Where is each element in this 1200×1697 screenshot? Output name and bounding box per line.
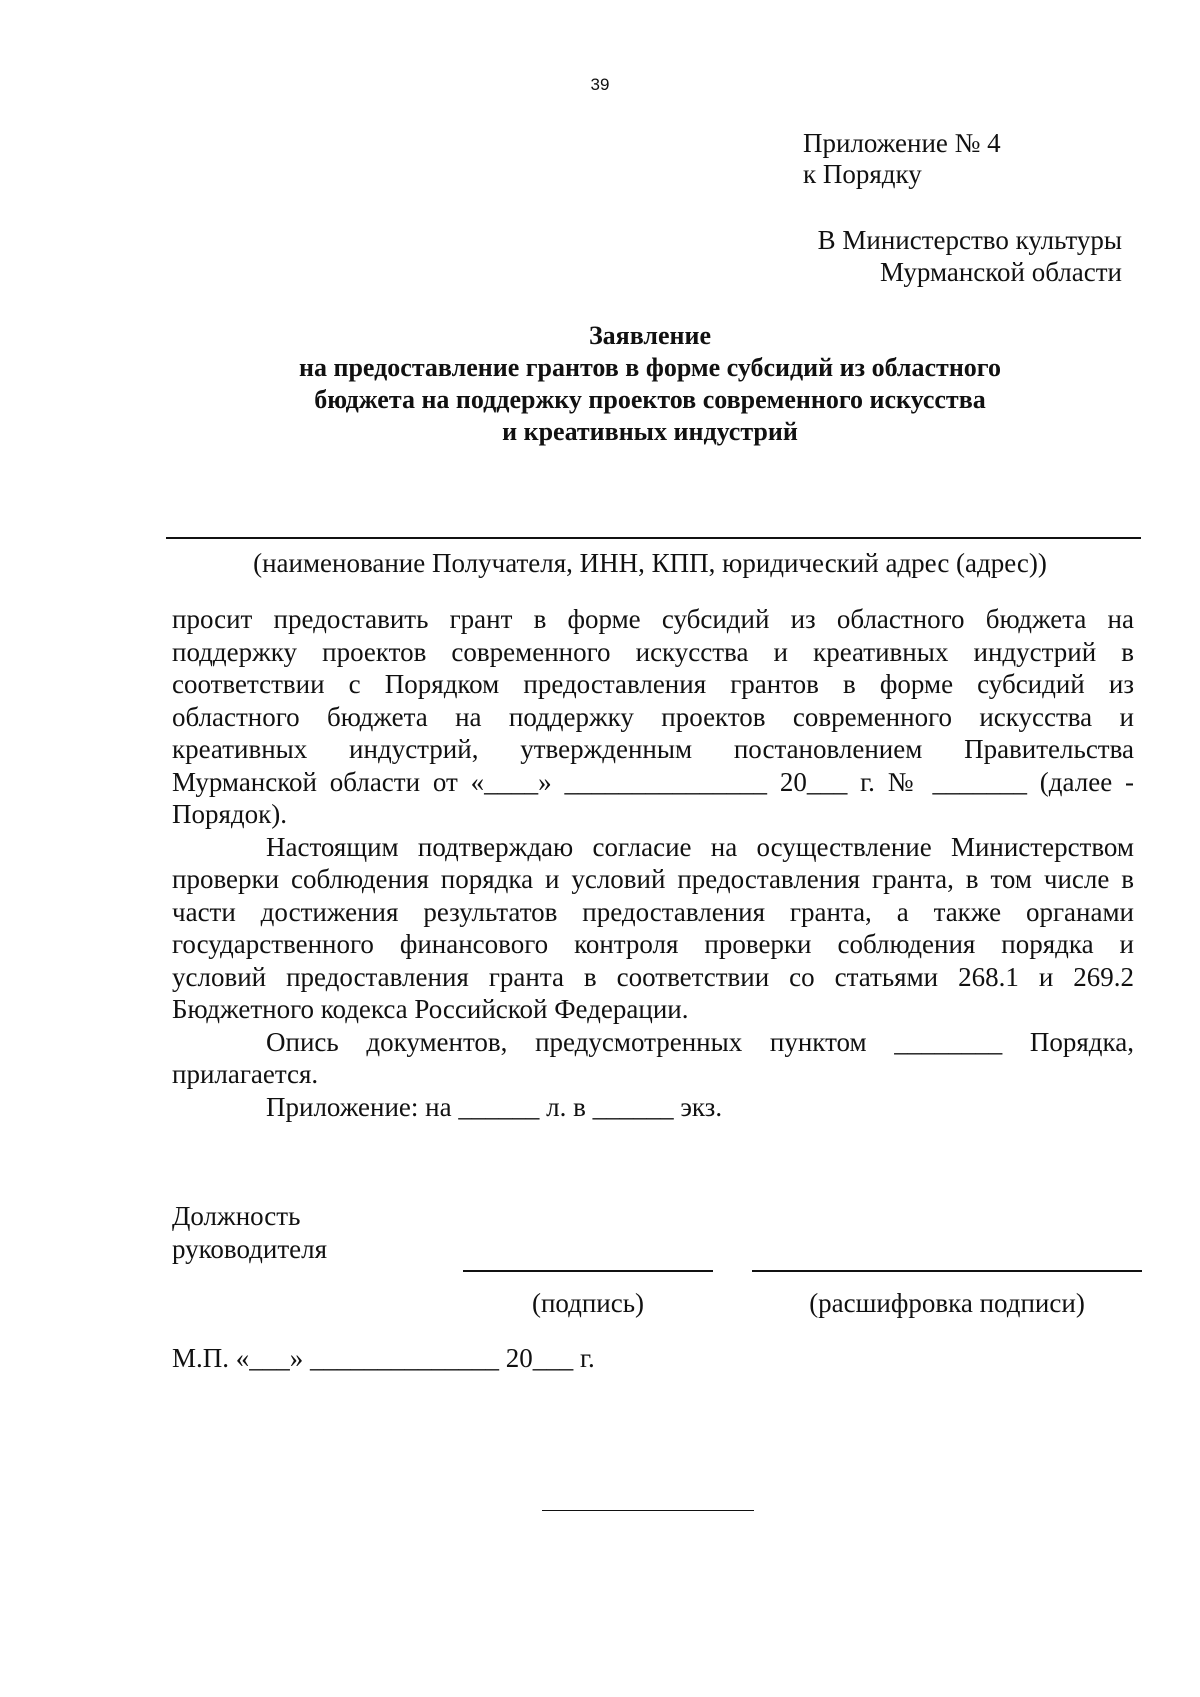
body-line: креативных индустрий, утвержденным постановлением Правительства	[172, 734, 1134, 764]
body-line: поддержку проектов современного искусства и креативных индустрий в	[172, 636, 1134, 667]
body-line: Настоящим подтверждаю согласие на осуществление Министерством	[266, 831, 1134, 862]
body-line: государственного финансового контроля проверки соблюдения порядка и	[172, 929, 1134, 959]
position-title	[172, 1200, 327, 1266]
body-line: условий предоставления гранта в соответствии со статьями 268.1 и 269.2	[172, 961, 1134, 992]
document-title	[180, 320, 1120, 448]
signature-decoding-line	[752, 1270, 1142, 1272]
title-line-3: бюджета на поддержку проектов современного искусства	[314, 385, 986, 414]
appendix-note	[803, 128, 1001, 190]
stamp-date-line: М.П. «___» ______________ 20___ г.	[172, 1343, 595, 1373]
end-separator	[542, 1510, 754, 1511]
body-line: Опись документов, предусмотренных пунктом ________ Порядка,	[266, 1026, 1134, 1057]
signature-line	[463, 1270, 713, 1272]
recipient-name-line	[166, 537, 1141, 539]
position-line-1: Должность	[172, 1201, 301, 1231]
body-line: прилагается.	[172, 1059, 319, 1089]
title-line-4: и креативных индустрий	[502, 417, 798, 446]
addressee	[700, 224, 1122, 288]
attachment-line: Приложение: на ______ л. в ______ экз.	[266, 1091, 723, 1122]
addressee-line-2: Мурманской области	[880, 257, 1122, 287]
signature-caption: (подпись)	[531, 1288, 645, 1318]
appendix-line-1: Приложение № 4	[803, 128, 1001, 158]
addressee-line-1: В Министерство культуры	[817, 225, 1122, 255]
position-line-2: руководителя	[172, 1234, 328, 1264]
body-line: Мурманской области от «____» _______________ 20___ г. № _______ (далее -	[172, 766, 1134, 797]
decoding-caption: (расшифровка подписи)	[809, 1288, 1085, 1318]
appendix-line-2: к Порядку	[803, 159, 922, 189]
body-line: части достижения результатов предоставления гранта, а также органами	[172, 896, 1134, 927]
application-body	[172, 603, 1134, 1123]
body-line: Бюджетного кодекса Российской Федерации.	[172, 994, 689, 1024]
body-line: проверки соблюдения порядка и условий предоставления гранта, в том числе в	[172, 864, 1134, 894]
title-line-1: Заявление	[588, 321, 712, 350]
body-line: областного бюджета на поддержку проектов современного искусства и	[172, 701, 1134, 732]
body-line: соответствии с Порядком предоставления грантов в форме субсидий из	[172, 669, 1134, 699]
title-line-2: на предоставление грантов в форме субсидий из областного	[299, 353, 1001, 382]
body-line: Порядок).	[172, 799, 288, 829]
page-number: 39	[590, 75, 610, 94]
body-line: просит предоставить грант в форме субсидий из областного бюджета на	[172, 604, 1134, 634]
recipient-caption: (наименование Получателя, ИНН, КПП, юридический адрес (адрес))	[253, 548, 1047, 578]
